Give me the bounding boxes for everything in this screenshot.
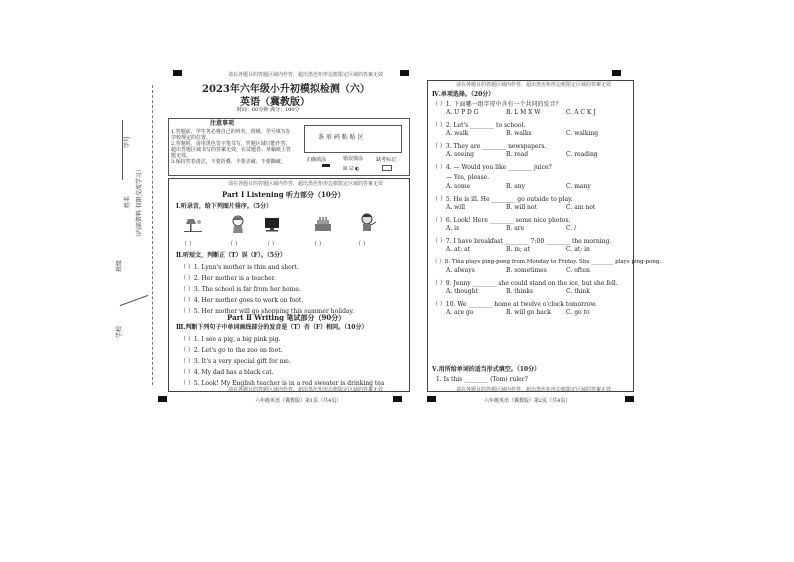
barcode-label: 条 形 码 粘 贴 区 <box>318 134 364 141</box>
q5-item[interactable]: 1. Is this ________ (Tom) ruler? <box>436 376 528 383</box>
q5-title: Ⅴ.用所给单词的适当形式填空。（10分） <box>432 366 541 373</box>
note-line: 3.保持答卷清洁，不要折叠、不要弄破、不要撕破。 <box>171 159 286 165</box>
school-label: 学校 <box>116 325 123 338</box>
option: B. walks <box>506 130 532 137</box>
option: B. will not <box>506 204 537 211</box>
registration-mark <box>612 70 621 76</box>
sidebar-rule <box>120 295 149 306</box>
list-item: （ ）2. Let's go to the zoo on foot. <box>180 347 283 354</box>
option: C. am not <box>566 204 596 211</box>
note-line: 学校规定的位置。 <box>171 135 212 141</box>
q3-title: Ⅲ.判断下列句子中单词画线部分的发音是（T）否（F）相同。（10分） <box>176 324 368 331</box>
list-item: （ ）5. Look! My English teacher is in a red sweater is drinking tea <box>180 380 385 387</box>
option: A. at; at <box>446 246 471 253</box>
registration-mark <box>173 70 182 76</box>
fill-example-mark <box>322 164 330 167</box>
q1-title: Ⅰ.听录音，给下列图片排序。（5分） <box>176 203 273 210</box>
q2-title: Ⅱ.听短文，判断正（T）误（F）。（5分） <box>176 252 287 259</box>
option: B. thinks <box>506 288 533 295</box>
option: B. L M X W <box>506 109 541 116</box>
class-label: 班级 <box>116 259 123 272</box>
name-label: 姓名 <box>124 195 131 208</box>
list-item: （ ）1. Lynn's mother is thin and short. <box>180 264 299 271</box>
note-line: 2.答题时，请用黑色签字笔书写，答题区域只能作答， <box>171 141 291 147</box>
option: C. at; in <box>566 246 590 253</box>
option: C. reading <box>566 151 598 158</box>
q1-blank[interactable]: （ ） <box>355 241 369 248</box>
question-stem: （ ）1. 下面哪一组字母中含有一个共同的发音？ <box>432 101 562 108</box>
registration-mark <box>625 396 634 402</box>
cake-icon <box>312 217 332 232</box>
student-no-line <box>122 120 123 180</box>
option: C. think <box>566 288 590 295</box>
wrong-example: 错误填涂 <box>343 156 364 162</box>
option: A. are go <box>446 309 474 316</box>
lamp-icon <box>182 217 202 232</box>
q3-list <box>180 334 384 389</box>
binding-line <box>152 85 153 385</box>
registration-mark <box>400 70 409 76</box>
exam-subtitle: 英语（冀教版） <box>240 97 310 108</box>
list-item: （ ）4. My dad has a black cat. <box>180 369 274 376</box>
top-notice: 请在各题目的答题区域内作答，超出黑色矩形边框限定区域的答案无效 <box>456 82 612 88</box>
option: B. in; at <box>506 246 530 253</box>
question-response: — Yes, please. <box>446 174 490 181</box>
option: A. always <box>446 267 475 274</box>
q2-list <box>180 262 354 317</box>
option: A. walk <box>446 130 469 137</box>
notes-list <box>171 129 291 165</box>
option: C. go to <box>566 309 590 316</box>
bottom-notice: 请在各题目的答题区域内作答，超出黑色矩形边框限定区域的答案无效 <box>456 387 612 393</box>
option: C. walking <box>566 130 599 137</box>
absent-mark-box[interactable] <box>382 165 392 171</box>
registration-mark <box>427 396 436 402</box>
q1-blank[interactable]: （ ） <box>264 241 278 248</box>
list-item: （ ）1. I see a pig, a big pink pig. <box>180 336 281 343</box>
question-stem: （ ）4. — Would you like ________ juice? <box>432 164 552 171</box>
option: A. will <box>446 204 466 211</box>
registration-mark <box>393 396 402 402</box>
option: C. / <box>566 225 577 232</box>
list-item: （ ）3. It's a very special gift for me. <box>180 358 291 365</box>
notes-title: 注意事项 <box>210 120 235 127</box>
option: B. sometimes <box>506 267 547 274</box>
option: A. is <box>446 225 460 232</box>
question-stem: （ ）7. I have breakfast ________ 7:00 ________ the morning. <box>432 238 612 245</box>
girl-icon <box>228 214 248 229</box>
question-stem: （ ）8. Tina plays ping-pong from Monday to Friday. She ________ plays ping-pong. <box>432 259 662 265</box>
option: A. thought <box>446 288 479 295</box>
list-item: （ ）4. Her mother goes to work on foot. <box>180 297 304 304</box>
q1-blank[interactable]: （ ） <box>227 241 241 248</box>
exam-title: 2023年六年级小升初模拟检测（六） <box>202 84 370 95</box>
top-notice: 请在各题目的答题区域内作答，超出黑色矩形边框限定区域的答案无效 <box>228 72 384 78</box>
section-notice: 请在各题目的答题区域内作答，超出黑色矩形边框限定区域的答案无效 <box>228 181 384 187</box>
page-footer: 六年级英语（冀教版）第2页（共4页） <box>484 398 571 404</box>
wrong-example-marks: ☒ ☑ ◐ <box>343 166 360 172</box>
part1-title: Part Ⅰ Listening 听力部分（10分） <box>222 190 345 199</box>
list-item: （ ）5. Her mother will go shopping this summer holiday. <box>180 308 354 315</box>
note-line: 题无效。 <box>171 153 192 159</box>
option: B. will go back <box>506 309 551 316</box>
computer-icon <box>262 217 282 232</box>
question-stem: （ ）5. He is ill. He ________ go outside to play. <box>432 196 573 203</box>
option: A. some <box>446 183 471 190</box>
seal-label: （内部资料 仅限交流学习） <box>136 166 143 240</box>
q1-blank[interactable]: （ ） <box>181 241 195 248</box>
registration-mark <box>158 396 167 402</box>
boy-icon <box>357 213 377 228</box>
q4-title: Ⅳ.单项选择。（20分） <box>432 91 495 98</box>
option: C. often <box>566 267 590 274</box>
option: B. read <box>506 151 529 158</box>
q1-blank[interactable]: （ ） <box>311 241 325 248</box>
option: A. seeing <box>446 151 474 158</box>
list-item: （ ）3. The school is far from her home. <box>180 286 301 293</box>
part2-title: Part Ⅱ Writing 笔试部分（90分） <box>227 313 346 322</box>
option: C. A C K J <box>566 109 596 116</box>
student-no-label: 学号 <box>124 135 131 148</box>
note-line: 超出答题区域书写的答案无效，在试题卷、草稿纸上答 <box>171 147 292 153</box>
time-score: 时间：60分钟 满分：100分 <box>237 107 300 113</box>
question-stem: （ ）10. We ________ home at twelve o'clock tomorrow. <box>432 301 597 308</box>
option: C. many <box>566 183 591 190</box>
option: A. U P D G <box>446 109 479 116</box>
question-stem: （ ）2. Let's ________ to school. <box>432 122 526 129</box>
fill-example: 正确填涂 <box>306 157 327 163</box>
q4-list <box>432 100 662 321</box>
option: B. are <box>506 225 525 232</box>
absent-mark-label: 缺考标记 <box>376 157 397 163</box>
question-stem: （ ）9. Jenny ________ she could stand on the ice, but she fell. <box>432 280 618 287</box>
option: B. any <box>506 183 526 190</box>
question-stem: （ ）3. They are ________ newspapers. <box>432 143 547 150</box>
note-line: 1.答题前，学生务必将自己的姓名、班级、学号填写在 <box>171 129 291 135</box>
bottom-notice: 请在各题目的答题区域内作答，超出黑色矩形边框限定区域的答案无效 <box>228 387 384 393</box>
page-footer: 六年级英语（冀教版）第1页（共4页） <box>255 398 342 404</box>
question-stem: （ ）6. Look! Here ________ some nice photos. <box>432 217 571 224</box>
list-item: （ ）2. Her mother is a teacher. <box>180 275 276 282</box>
